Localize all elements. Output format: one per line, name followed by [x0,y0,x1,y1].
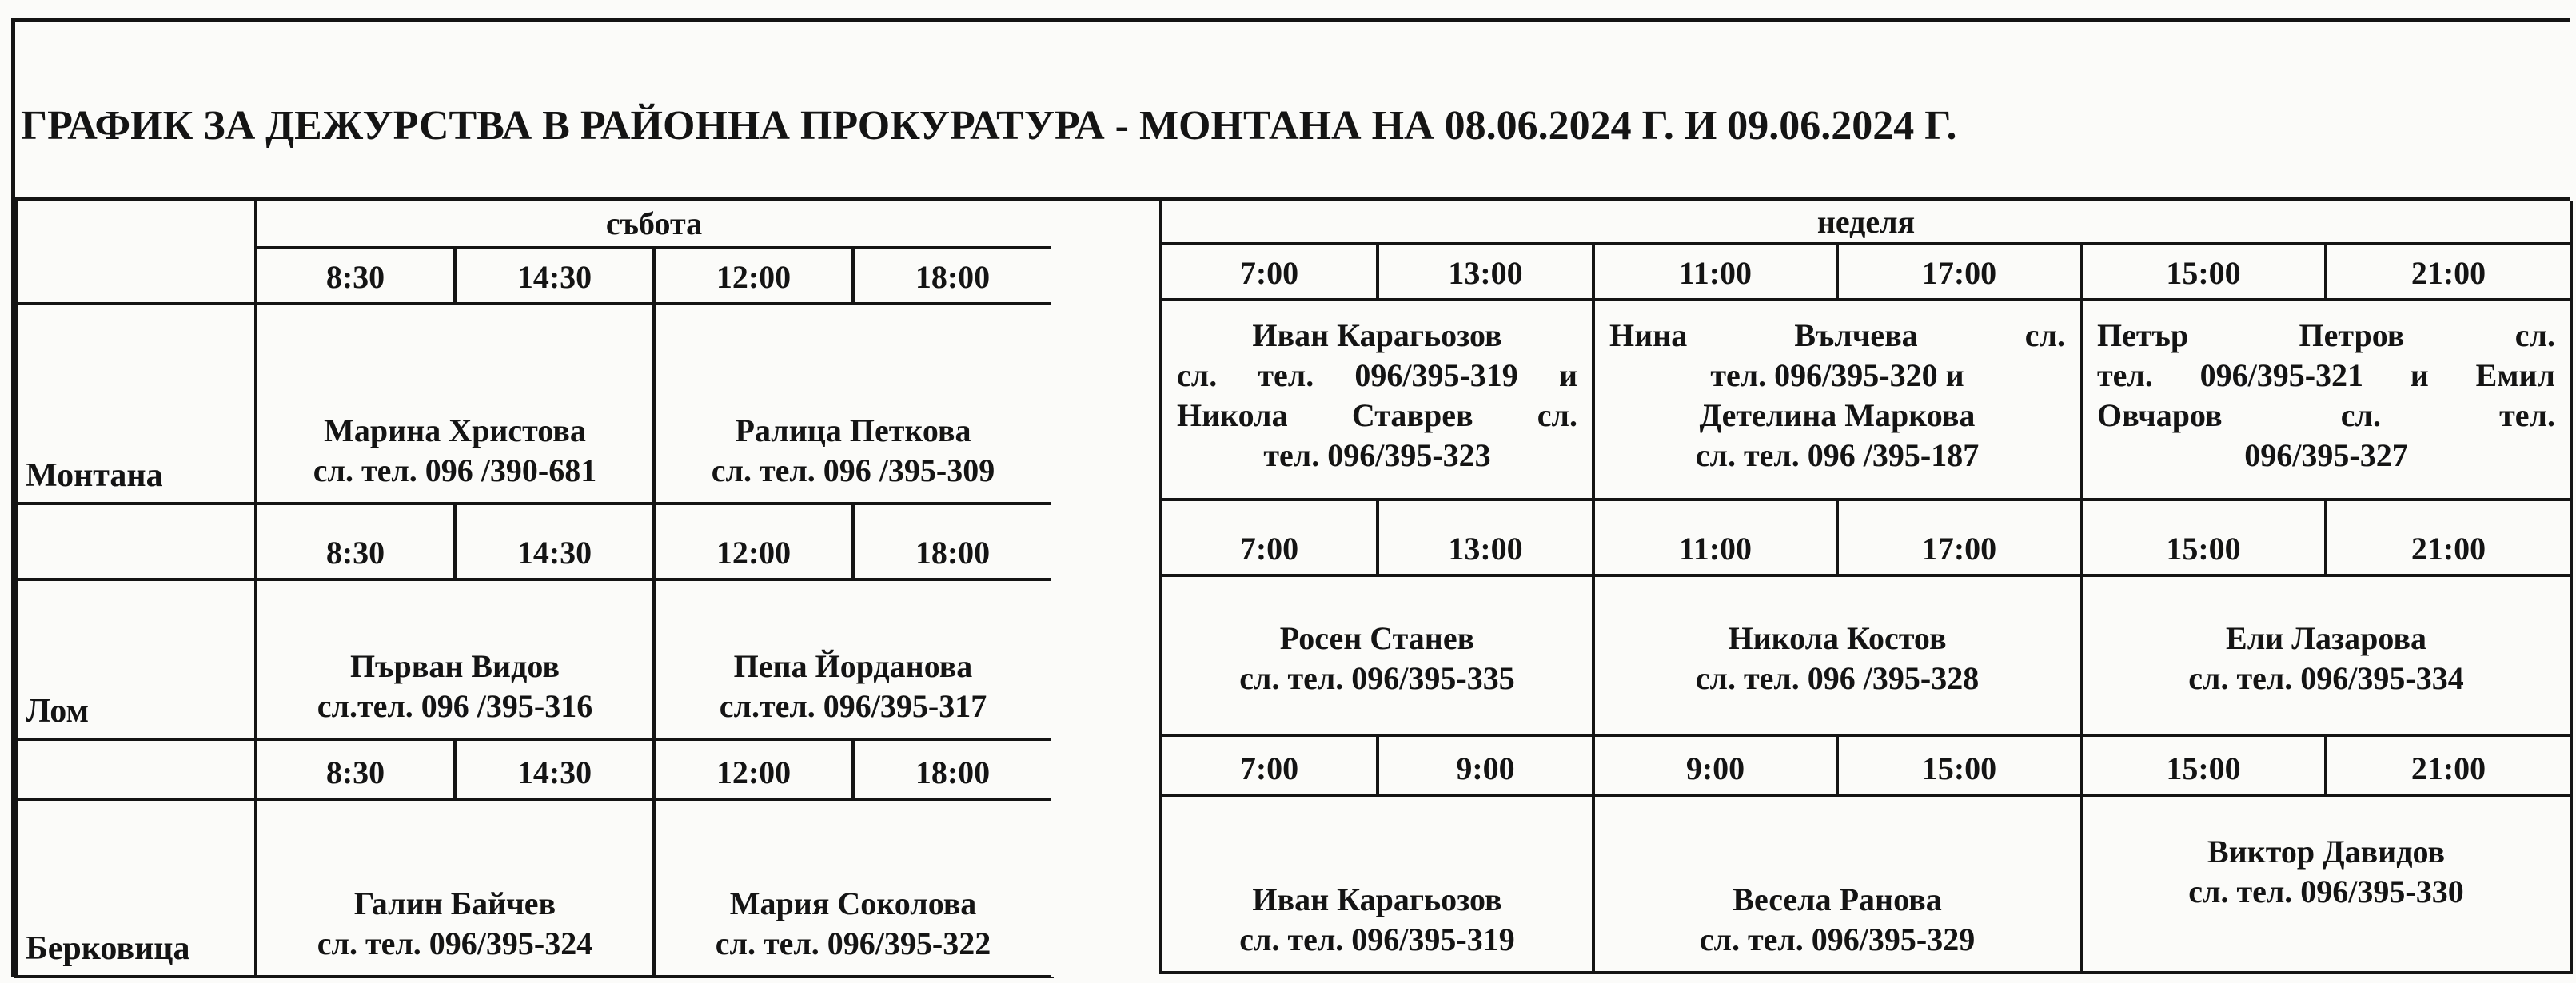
duty-line: тел. 096/395-320 и [1710,357,1964,393]
duty-cell [1595,301,2083,501]
duty-name: Марина Христова [324,412,586,448]
corner-cell [18,201,257,305]
time-cell: 11:00 [1595,501,1839,577]
time-cell: 21:00 [2327,737,2573,797]
duty-line: Петър Петров сл. [2097,317,2555,353]
duty-cell [1595,577,2083,737]
duty-cell [656,305,1054,505]
blank-cell [18,741,257,801]
time-cell: 12:00 [656,249,855,305]
time-cell: 15:00 [2083,501,2327,577]
time-cell: 8:30 [257,505,457,581]
blank-cell [18,505,257,581]
duty-phone: сл. тел. 096/395-330 [2188,874,2464,909]
duty-name: Ралица Петкова [735,412,971,448]
time-cell: 8:30 [257,741,457,801]
duty-name: Росен Станев [1279,620,1475,656]
duty-line: тел. 096/395-321 и Емил [2097,357,2555,393]
time-cell: 7:00 [1162,501,1379,577]
time-cell: 15:00 [2083,245,2327,301]
duty-name: Галин Байчев [353,885,556,921]
duty-cell [1595,797,2083,974]
time-cell: 18:00 [855,741,1054,801]
duty-line: Никола Ставрев сл. [1177,397,1577,433]
duty-cell [257,801,656,978]
duty-phone: сл. тел. 096 /395-309 [711,452,995,488]
duty-cell [1162,577,1595,737]
duty-cell [2083,301,2573,501]
duty-cell [1162,301,1595,501]
duty-phone: сл. тел. 096/395-335 [1239,660,1515,696]
duty-line: Иван Карагьозов [1252,317,1502,353]
duty-phone: сл. тел. 096/395-329 [1699,921,1976,957]
day-header-saturday: събота [257,201,1054,249]
time-cell: 18:00 [855,249,1054,305]
duty-line: Нина Вълчева сл. [1609,317,2065,353]
duty-name: Никола Костов [1728,620,1947,656]
time-cell: 14:30 [457,505,656,581]
duty-phone: сл. тел. 096/395-319 [1239,921,1515,957]
duty-cell [257,305,656,505]
time-cell: 14:30 [457,249,656,305]
time-cell: 17:00 [1839,245,2083,301]
time-cell: 11:00 [1595,245,1839,301]
time-cell: 7:00 [1162,245,1379,301]
duty-phone: сл. тел. 096 /390-681 [313,452,597,488]
time-cell: 15:00 [1839,737,2083,797]
time-cell: 13:00 [1379,501,1595,577]
duty-cell [2083,797,2573,974]
time-cell: 12:00 [656,741,855,801]
duty-line: Овчаров сл. тел. [2097,397,2555,433]
city-montana: Монтана [18,305,257,505]
time-cell: 21:00 [2327,245,2573,301]
day-header-sunday: неделя [1162,201,2573,245]
duty-name: Първан Видов [350,648,560,684]
duty-name: Виктор Давидов [2207,834,2446,870]
city-lom: Лом [18,581,257,741]
duty-cell [656,581,1054,741]
time-cell: 9:00 [1595,737,1839,797]
duty-name: Весела Ранова [1733,882,1942,917]
duty-line: 096/395-327 [2244,437,2408,473]
duty-phone: сл. тел. 096/395-324 [317,925,593,961]
table-gap [1051,201,1159,977]
duty-cell [257,581,656,741]
duty-line: сл. тел. 096/395-319 и [1177,357,1577,393]
duty-line: Детелина Маркова [1699,397,1976,433]
time-cell: 18:00 [855,505,1054,581]
city-berkovitsa: Берковица [18,801,257,978]
duty-cell [1162,797,1595,974]
duty-name: Ели Лазарова [2226,620,2426,656]
time-cell: 17:00 [1839,501,2083,577]
time-cell: 8:30 [257,249,457,305]
time-cell: 7:00 [1162,737,1379,797]
duty-phone: сл.тел. 096 /395-316 [317,688,593,724]
time-cell: 14:30 [457,741,656,801]
time-cell: 15:00 [2083,737,2327,797]
duty-name: Мария Соколова [729,885,977,921]
time-cell: 13:00 [1379,245,1595,301]
duty-name: Иван Карагьозов [1252,882,1502,917]
saturday-table [14,201,1051,978]
title-divider [11,197,2570,201]
duty-phone: сл. тел. 096/395-334 [2188,660,2464,696]
time-cell: 21:00 [2327,501,2573,577]
duty-cell [2083,577,2573,737]
time-cell: 12:00 [656,505,855,581]
duty-name: Пепа Йорданова [733,648,973,684]
duty-line: сл. тел. 096 /395-187 [1695,437,1980,473]
duty-cell [656,801,1054,978]
time-cell: 9:00 [1379,737,1595,797]
sunday-table [1159,201,2570,974]
duty-phone: сл. тел. 096 /395-328 [1695,660,1980,696]
duty-phone: сл. тел. 096/395-322 [715,925,991,961]
duty-phone: сл.тел. 096/395-317 [719,688,987,724]
duty-line: тел. 096/395-323 [1263,437,1491,473]
page-title: ГРАФИК ЗА ДЕЖУРСТВА В РАЙОННА ПРОКУРАТУРА - МОНТАНА НА 08.06.2024 Г. И 09.06.2024 Г. [21,103,1957,149]
